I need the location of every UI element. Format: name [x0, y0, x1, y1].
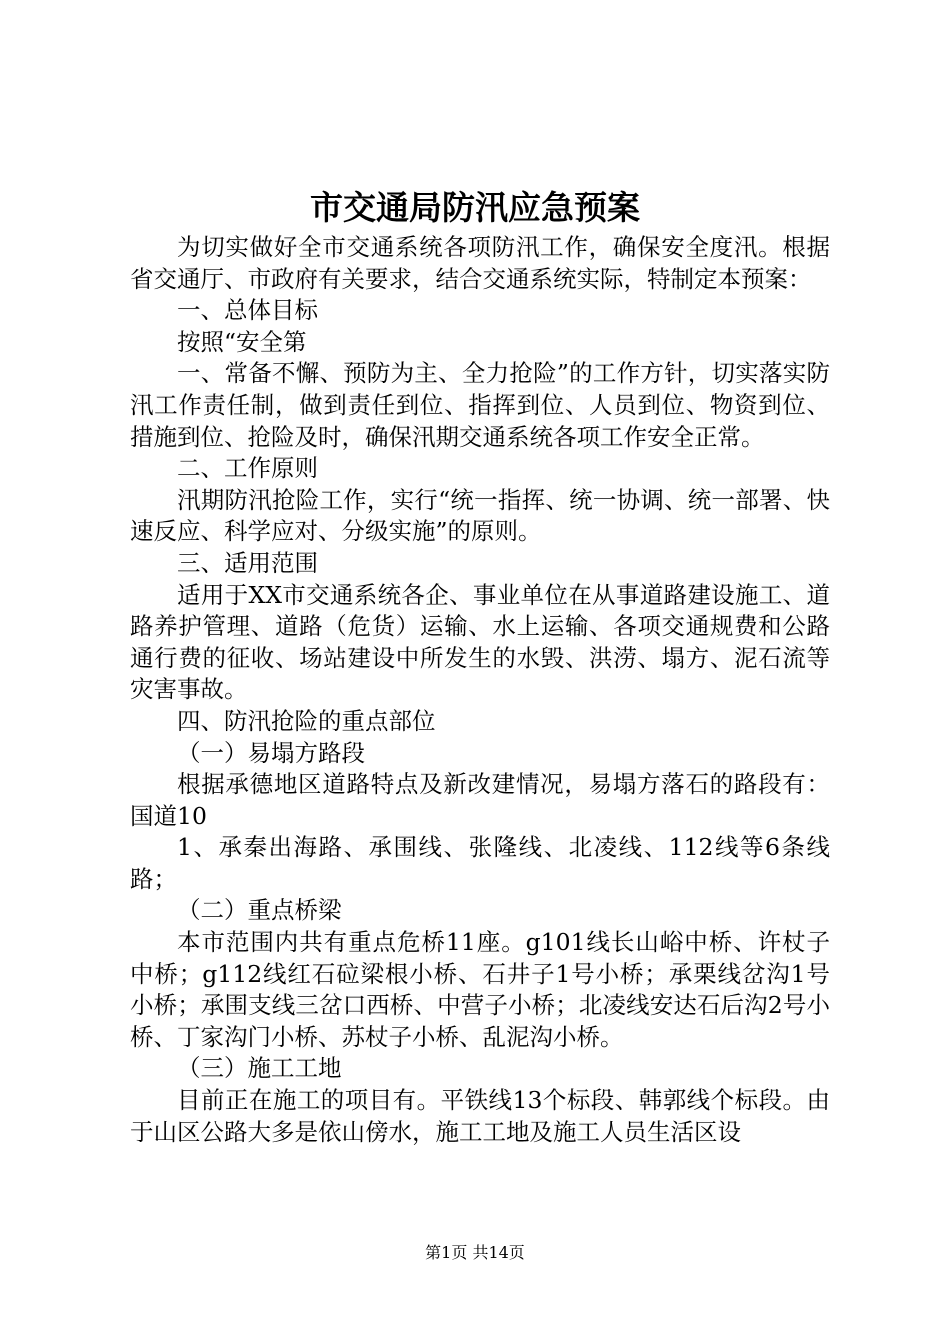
paragraph: 为切实做好全市交通系统各项防汛工作，确保安全度汛。根据省交通厅、市政府有关要求，结合交通系统实际，特制定本预案： [130, 233, 830, 293]
subsection-heading: （二）重点桥梁 [177, 896, 342, 925]
subsection-heading: （三）施工工地 [177, 1054, 342, 1083]
paragraph: 1、承秦出海路、承围线、张隆线、北凌线、112线等6条线路； [130, 833, 830, 893]
document-body [130, 232, 830, 1148]
section-heading: 一、总体目标 [177, 296, 318, 325]
section-heading: 三、适用范围 [177, 548, 318, 577]
paragraph: 适用于XX市交通系统各企、事业单位在从事道路建设施工、道路养护管理、道路（危货）运输、水上运输、各项交通规费和公路通行费的征收、场站建设中所发生的水毁、洪涝、塌方、泥石流等灾害事故。 [130, 580, 830, 704]
paragraph: 根据承德地区道路特点及新改建情况，易塌方落石的路段有：国道10 [130, 770, 830, 830]
page-number-footer: 第1页 共14页 [425, 1243, 525, 1262]
subsection-heading: （一）易塌方路段 [177, 738, 365, 767]
paragraph: 一、常备不懈、预防为主、全力抢险”的工作方针，切实落实防汛工作责任制，做到责任到位、指挥到位、人员到位、物资到位、措施到位、抢险及时，确保汛期交通系统各项工作安全正常。 [130, 359, 830, 451]
document-title: 市交通局防汛应急预案 [310, 188, 640, 227]
paragraph: 汛期防汛抢险工作，实行“统一指挥、统一协调、统一部署、快速反应、科学应对、分级实施”的原则。 [130, 485, 830, 546]
section-heading: 二、工作原则 [177, 454, 318, 483]
paragraph: 目前正在施工的项目有。平铁线13个标段、韩郭线个标段。由于山区公路大多是依山傍水，施工工地及施工人员生活区设 [130, 1086, 830, 1146]
paragraph: 按照“安全第 [177, 327, 307, 356]
paragraph: 本市范围内共有重点危桥11座。g101线长山峪中桥、许杖子中桥；g112线红石砬梁根小桥、石井子1号小桥；承栗线岔沟1号小桥；承围支线三岔口西桥、中营子小桥；北凌线安达石后沟2号小桥、丁家沟门小桥、苏杖子小桥、乱泥沟小桥。 [130, 928, 830, 1051]
section-heading: 四、防汛抢险的重点部位 [177, 706, 436, 735]
